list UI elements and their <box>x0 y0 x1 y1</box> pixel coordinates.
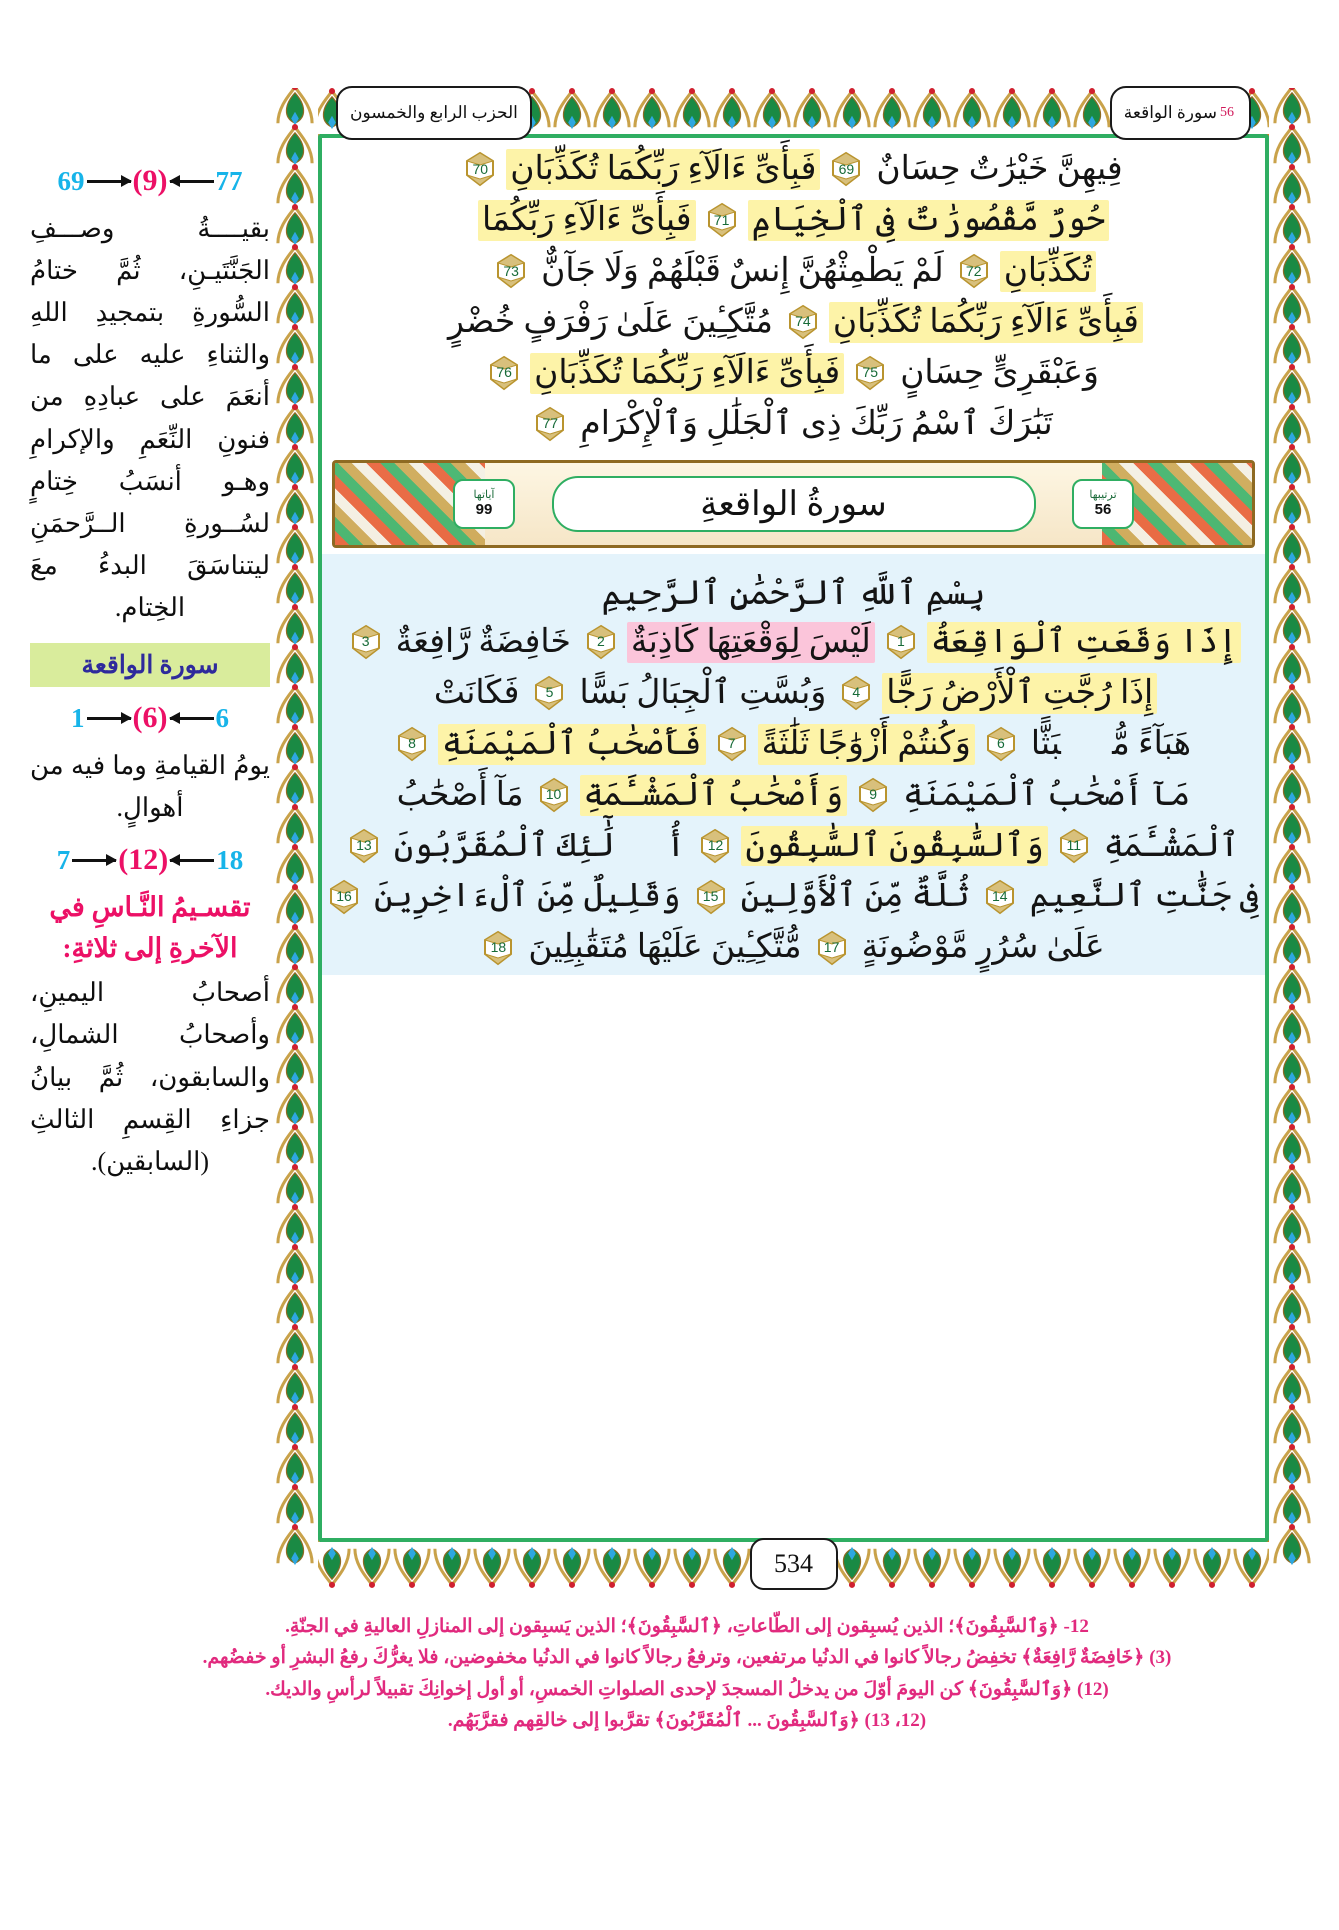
sidebar-section-waqia-1 <box>30 643 270 829</box>
page-content <box>318 134 1269 1542</box>
quran-line <box>340 770 1247 821</box>
arrow-left-icon <box>170 711 214 725</box>
quran-verse-segment: فِيهِنَّ خَيْرَٰتٌ حِسَانٌ <box>876 151 1123 187</box>
quran-line <box>340 821 1247 872</box>
ayah-number-marker: 76 <box>484 355 524 391</box>
quran-line <box>340 144 1247 195</box>
surah-number-text: 56 <box>1220 105 1234 120</box>
surah-title-text: سورةُ الواقعةِ <box>552 476 1036 532</box>
ayah-number-marker: 10 <box>534 777 574 813</box>
quran-verse-segment: فَبِأَىِّ ءَالَآءِ رَبِّكُمَا <box>478 200 696 241</box>
quran-verse-segment: إِذَا وَقَعَتِ ٱلْوَاقِعَةُ <box>927 622 1242 663</box>
range-start-value: 7 <box>56 844 71 875</box>
footnotes-section <box>150 1610 1224 1738</box>
surah-ayat-badge <box>453 479 515 529</box>
ayah-number-marker: 14 <box>980 879 1020 915</box>
surah-rahman-text-block <box>322 138 1265 452</box>
footnote-text: ﴿وَٱلسَّٰبِقُونَ﴾؛ الذين يُسبِقون إلى الطّاعاتِ، ﴿ٱلسَّٰبِقُونَ﴾؛ الذين يَسبِقون إلى المنازلِ العاليةِ في الجنّةِ. <box>285 1616 1059 1637</box>
quran-verse-segment: فَبِأَىِّ ءَالَآءِ رَبِّكُمَا تُكَذِّبَانِ <box>506 149 820 190</box>
sidebar-commentary <box>30 150 270 1580</box>
ayah-number-marker: 70 <box>460 151 500 187</box>
quran-line <box>340 399 1247 450</box>
quran-verse-segment: تَبَٰرَكَ ٱسْمُ رَبِّكَ ذِى ٱلْجَلَٰلِ وَٱلْإِكْرَامِ <box>580 405 1053 442</box>
quran-verse-segment: وَقَلِيلٌ مِّنَ ٱلْءَاخِرِينَ <box>374 878 681 915</box>
quran-verse-segment: لَمْ يَطْمِثْهُنَّ إِنسٌ قَبْلَهُمْ وَلَا جَآنٌّ <box>541 252 944 289</box>
ayah-number-marker: 13 <box>344 828 384 864</box>
range-start-value: 1 <box>71 702 85 733</box>
quran-verse-segment: مَآ أَصْحَٰبُ ٱلْمَيْمَنَةِ <box>903 776 1191 813</box>
surah-ayat-label: آياتها <box>473 488 495 501</box>
quran-verse-segment: مُتَّكِـِٔينَ عَلَىٰ رَفْرَفٍ خُضْرٍ <box>448 303 773 340</box>
ayah-number-marker: 11 <box>1054 828 1094 864</box>
quran-verse-segment: فَأَصْحَٰبُ ٱلْمَيْمَنَةِ <box>438 724 706 765</box>
quran-line <box>340 668 1247 719</box>
ayah-number-marker: 69 <box>826 151 866 187</box>
border-ornament-left-icon <box>272 88 318 1588</box>
surah-order-badge <box>1072 479 1134 529</box>
ayah-number-marker: 12 <box>695 828 735 864</box>
range-end-value: 77 <box>215 165 243 196</box>
sidebar-section-waqia-2 <box>30 843 270 1183</box>
ayah-number-marker: 6 <box>981 726 1021 762</box>
quran-verse-segment: عَلَىٰ سُرُرٍ مَّوْضُونَةٍ <box>861 929 1105 966</box>
ayah-number-marker: 16 <box>324 879 364 915</box>
range-count-value: (6) <box>132 701 168 735</box>
quran-verse-segment: ٱلْمَشْـَٔمَةِ <box>1103 827 1240 864</box>
ayah-number-marker: 8 <box>392 726 432 762</box>
ayah-number-marker: 18 <box>478 930 518 966</box>
arrow-left-icon <box>170 174 214 188</box>
quran-verse-segment: خَافِضَةٌ رَّافِعَةٌ <box>395 623 571 660</box>
footnote-index: (3) <box>1144 1647 1172 1669</box>
quran-line <box>336 871 1259 922</box>
juz-label-cartouche <box>336 86 532 140</box>
footnote-line <box>150 1706 1224 1735</box>
surah-ayat-value: 99 <box>475 501 493 519</box>
ayah-number-marker: 2 <box>581 624 621 660</box>
surah-order-value: 56 <box>1094 501 1112 519</box>
basmala-text: بِسْمِ ٱللَّهِ ٱلرَّحْمَٰنِ ٱلرَّحِيمِ <box>601 574 986 612</box>
range-start-value: 69 <box>57 165 85 196</box>
range-end-value: 6 <box>215 702 229 733</box>
verse-range-waqia-2 <box>30 843 270 877</box>
border-ornament-right-icon <box>1269 88 1315 1588</box>
sidebar-heading-surah-waqia: سورة الواقعة <box>30 643 270 687</box>
quran-verse-segment: وَٱلسَّٰبِقُونَ ٱلسَّٰبِقُونَ <box>741 826 1047 867</box>
quran-verse-segment: وَأَصْحَٰبُ ٱلْمَشْـَٔمَةِ <box>580 775 848 816</box>
verse-range-rahman <box>30 164 270 198</box>
ayah-number-marker: 75 <box>850 355 890 391</box>
ayah-number-marker: 4 <box>836 675 876 711</box>
quran-verse-segment: وَبُسَّتِ ٱلْجِبَالُ بَسًّا <box>579 674 827 711</box>
ayah-number-marker: 1 <box>881 624 921 660</box>
footnote-index: 12- <box>1058 1616 1089 1637</box>
ayah-number-marker: 5 <box>529 675 569 711</box>
quran-verse-segment: مَآ أَصْحَٰبُ <box>396 776 524 813</box>
ayah-number-marker: 15 <box>691 879 731 915</box>
arrow-left-icon <box>170 853 214 867</box>
range-count-value: (9) <box>132 164 168 197</box>
quran-line <box>340 922 1247 973</box>
footnote-text: ﴿خَافِضَةٌ رَّافِعَةٌ﴾ تخفِضُ رجالاً كانوا في الدنُيا مرتفعين، وترفعُ رجالاً كانوا في الدنُيا مخفوضين، فلا يغرُّكَ رفعُ البشرِ أو خفضُهم. <box>202 1647 1145 1669</box>
page-number-text: 534 <box>774 1549 813 1578</box>
surah-order-label: ترتيبها <box>1089 488 1117 501</box>
footnote-text: ﴿وَٱلسَّٰبِقُونَ﴾ كن اليومَ أوّلَ من يدخلُ المسجدَ لإحدى الصلواتِ الخمسِ، أو أول إخوانِكَ تقبيلاً لرأسِ والديك. <box>265 1678 1073 1700</box>
sidebar-text-rahman: بقيــــةُ وصـــفِ الجَنَّتَيـنِ، ثُمَّ ختامُ السُّورةِ بتمجيدِ اللهِ والثناءِ عليه على ما أنعَمَ على عبادِهِ من فنونِ النِّعَمِ والإكرامِ وهـو أنسَبُ خِتامٍ لسُــورةِ الــرَّحمَنِ ليتناسَقَ البدءُ معَ الخِتام. <box>30 214 270 622</box>
quran-line <box>340 348 1247 399</box>
quran-line <box>340 246 1247 297</box>
quran-verse-segment: أُو۟لَٰٓئِكَ ٱلْمُقَرَّبُونَ <box>393 827 686 864</box>
ayah-number-marker: 77 <box>530 406 570 442</box>
juz-label-text: الحزب الرابع والخمسون <box>350 103 518 122</box>
footnote-text: ﴿وَٱلسَّٰبِقُونَ ... ٱلْمُقَرَّبُونَ﴾ تقرَّبوا إلى خالقِهم فقرَّبَهُم. <box>447 1710 860 1732</box>
quran-verse-segment: تُكَذِّبَانِ <box>1000 251 1096 292</box>
ayah-number-marker: 71 <box>702 202 742 238</box>
ayah-number-marker: 3 <box>346 624 386 660</box>
mushaf-frame <box>272 88 1315 1588</box>
quran-verse-segment: إِذَا رُجَّتِ ٱلْأَرْضُ رَجًّا <box>882 673 1157 714</box>
quran-verse-segment: فَكَانَتْ <box>433 674 520 711</box>
surah-title-banner <box>332 460 1255 548</box>
sidebar-text-waqia-2: أصحابُ اليمينِ، وأصحابُ الشمالِ، والسابقون، ثُمَّ بيانُ جزاءِ القِسمِ الثالثِ (السابقين). <box>30 978 270 1176</box>
ayah-number-marker: 73 <box>491 253 531 289</box>
quran-verse-segment: هَبَآءً مُّنۢبَثًّا <box>1030 725 1192 762</box>
quran-verse-segment: لَيْسَ لِوَقْعَتِهَا كَاذِبَةٌ <box>627 622 875 663</box>
surah-waqia-lines <box>336 617 1259 974</box>
surah-label-text: سورة الواقعة <box>1123 103 1217 122</box>
quran-line <box>340 617 1247 668</box>
ayah-number-marker: 72 <box>954 253 994 289</box>
quran-verse-segment: فَبِأَىِّ ءَالَآءِ رَبِّكُمَا تُكَذِّبَانِ <box>530 353 844 394</box>
quran-verse-segment: وَكُنتُمْ أَزْوَٰجًا ثَلَٰثَةً <box>758 724 975 765</box>
verse-range-waqia-1 <box>30 701 270 735</box>
sidebar-heading-classification: تقسـيمُ النَّـاسِ في الآخرةِ إلى ثلاثةِ: <box>49 892 251 963</box>
quran-verse-segment: فَبِأَىِّ ءَالَآءِ رَبِّكُمَا تُكَذِّبَانِ <box>829 302 1143 343</box>
footnote-line <box>150 1643 1224 1672</box>
ayah-number-marker: 7 <box>712 726 752 762</box>
arrow-right-icon <box>72 853 116 867</box>
footnote-line <box>150 1675 1224 1704</box>
quran-verse-segment: ثُلَّةٌ مِّنَ ٱلْأَوَّلِينَ <box>740 878 970 915</box>
footnote-line <box>150 1612 1224 1641</box>
range-end-value: 18 <box>216 844 244 875</box>
quran-line <box>340 719 1247 770</box>
quran-verse-segment: مُّتَّكِـِٔينَ عَلَيْهَا مُتَقَٰبِلِينَ <box>528 929 802 966</box>
range-count-value: (12) <box>118 843 169 877</box>
quran-verse-segment: حُورٌ مَّقْصُورَٰتٌ فِى ٱلْخِيَامِ <box>748 200 1109 241</box>
surah-label-cartouche <box>1110 86 1251 140</box>
sidebar-section-rahman <box>30 164 270 629</box>
ayah-number-marker: 17 <box>812 930 852 966</box>
footnote-index: (12، 13) <box>859 1710 927 1732</box>
quran-line <box>340 297 1247 348</box>
ayah-number-marker: 74 <box>783 304 823 340</box>
footnote-index: (12) <box>1072 1678 1109 1700</box>
quran-line <box>340 195 1247 246</box>
arrow-right-icon <box>87 711 131 725</box>
page-number <box>750 1538 838 1590</box>
quran-verse-segment: فِى جَنَّٰتِ ٱلنَّعِيمِ <box>1029 878 1259 915</box>
quran-verse-segment: وَعَبْقَرِىٍّ حِسَانٍ <box>900 354 1099 391</box>
sidebar-text-waqia-1: يومُ القيامةِ وما فيه من أهوالٍ. <box>30 751 270 823</box>
arrow-right-icon <box>87 174 131 188</box>
ayah-number-marker: 9 <box>853 777 893 813</box>
surah-waqia-text-block <box>322 554 1265 976</box>
